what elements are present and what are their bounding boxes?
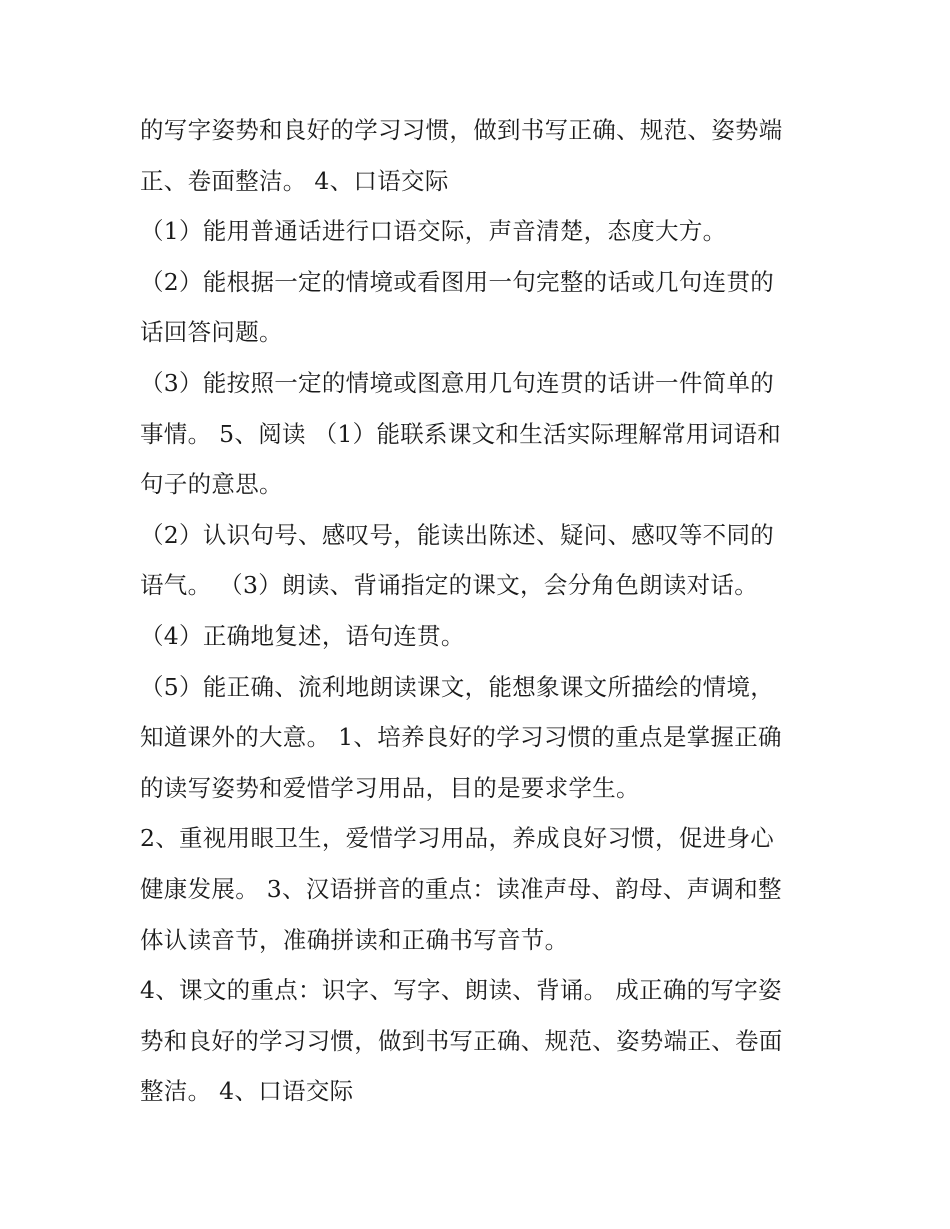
text-line-18: 4、课文的重点：识字、写字、朗读、背诵。 成正确的写字姿 [140, 976, 782, 1005]
text-line-14: 的读写姿势和爱惜学习用品，目的是要求学生。 [140, 773, 640, 802]
text-line-4: （2）能根据一定的情境或看图用一句完整的话或几句连贯的 [140, 267, 775, 296]
text-line-3: （1）能用普通话进行口语交际，声音清楚，态度大方。 [140, 217, 727, 246]
text-line-17: 体认读音节，准确拼读和正确书写音节。 [140, 925, 569, 954]
text-line-10: 语气。 （3）朗读、背诵指定的课文，会分角色朗读对话。 [140, 571, 759, 600]
text-line-16: 健康发展。 3、汉语拼音的重点：读准声母、韵母、声调和整 [140, 874, 782, 903]
text-line-6: （3）能按照一定的情境或图意用几句连贯的话讲一件简单的 [140, 368, 775, 397]
text-line-7: 事情。 5、阅读 （1）能联系课文和生活实际理解常用词语和 [140, 419, 782, 448]
text-line-15: 2、重视用眼卫生，爱惜学习用品，养成良好习惯，促进身心 [140, 824, 775, 853]
text-line-20: 整洁。 4、口语交际 [140, 1077, 354, 1106]
body-text [140, 105, 820, 1117]
text-line-11: （4）正确地复述，语句连贯。 [140, 621, 465, 650]
text-line-19: 势和良好的学习习惯，做到书写正确、规范、姿势端正、卷面 [140, 1026, 783, 1055]
text-line-5: 话回答问题。 [140, 318, 283, 347]
text-line-9: （2）认识句号、感叹号，能读出陈述、疑问、感叹等不同的 [140, 520, 775, 549]
text-line-13: 知道课外的大意。 1、培养良好的学习习惯的重点是掌握正确 [140, 723, 782, 752]
text-line-1: 的写字姿势和良好的学习习惯，做到书写正确、规范、姿势端 [140, 116, 783, 144]
text-line-2: 正、卷面整洁。 4、口语交际 [140, 166, 449, 195]
text-line-12: （5）能正确、流利地朗读课文，能想象课文所描绘的情境， [140, 672, 775, 701]
text-line-8: 句子的意思。 [140, 470, 283, 499]
